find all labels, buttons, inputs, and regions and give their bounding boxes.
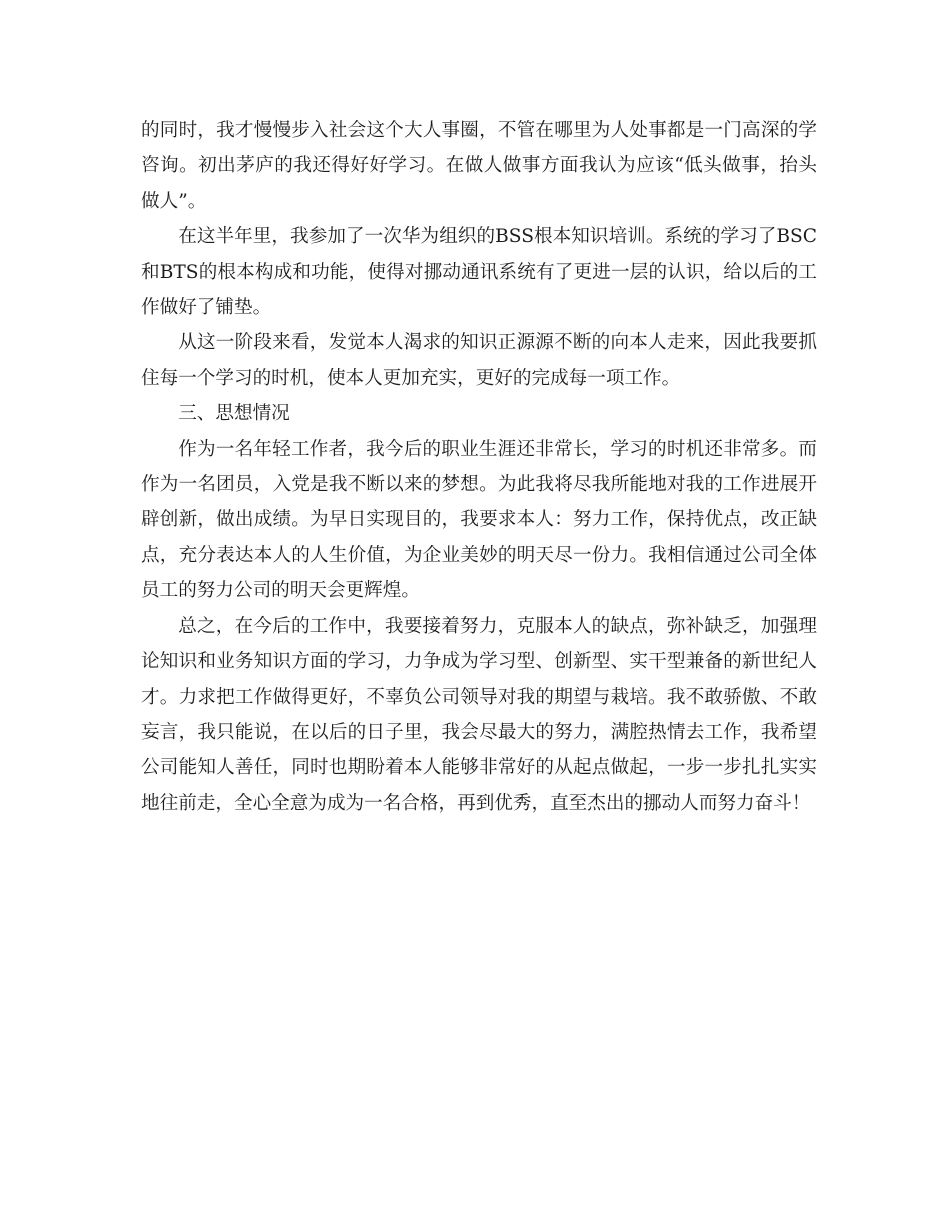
section-heading-thoughts: 三、思想情况 [178,403,290,425]
paragraph-4: 作为一名年轻工作者，我今后的职业生涯还非常长，学习的时机还非常多。而作为一名团员，入党是我不断以来的梦想。为此我将尽我所能地对我的工作进展开辟创新，做出成绩。为早日实现目的，我要求本人：努力工作，保持优点，改正缺点，充分表达本人的人生价值，为企业美妙的明天尽一份力。我相信通过公司全体员工的努力公司的明天会更辉煌。 [141,438,817,602]
paragraph-3: 从这一阶段来看，发觉本人渴求的知识正源源不断的向本人走来，因此我要抓住每一个学习的时机，使本人更加充实，更好的完成每一项工作。 [141,332,817,389]
paragraph-5: 总之，在今后的工作中，我要接着努力，克服本人的缺点，弥补缺乏，加强理论知识和业务知识方面的学习，力争成为学习型、创新型、实干型兼备的新世纪人才。力求把工作做得更好，不辜负公司领导对我的期望与栽培。我不敢骄傲、不敢妄言，我只能说，在以后的日子里，我会尽最大的努力，满腔热情去工作，我希望公司能知人善任，同时也期盼着本人能够非常好的从起点做起，一步一步扎扎实实地往前走，全心全意为成为一名合格，再到优秀，直至杰出的挪动人而努力奋斗！ [141,615,817,814]
paragraph-2: 在这半年里，我参加了一次华为组织的BSS根本知识培训。系统的学习了BSC和BTS的根本构成和功能，使得对挪动通讯系统有了更进一层的认识，给以后的工作做好了铺垫。 [141,226,817,319]
document-body [141,113,817,821]
paragraph-1: 的同时，我才慢慢步入社会这个大人事圈，不管在哪里为人处事都是一门高深的学咨询。初出茅庐的我还得好好学习。在做人做事方面我认为应该“低头做事，抬头做人”。 [141,120,817,212]
